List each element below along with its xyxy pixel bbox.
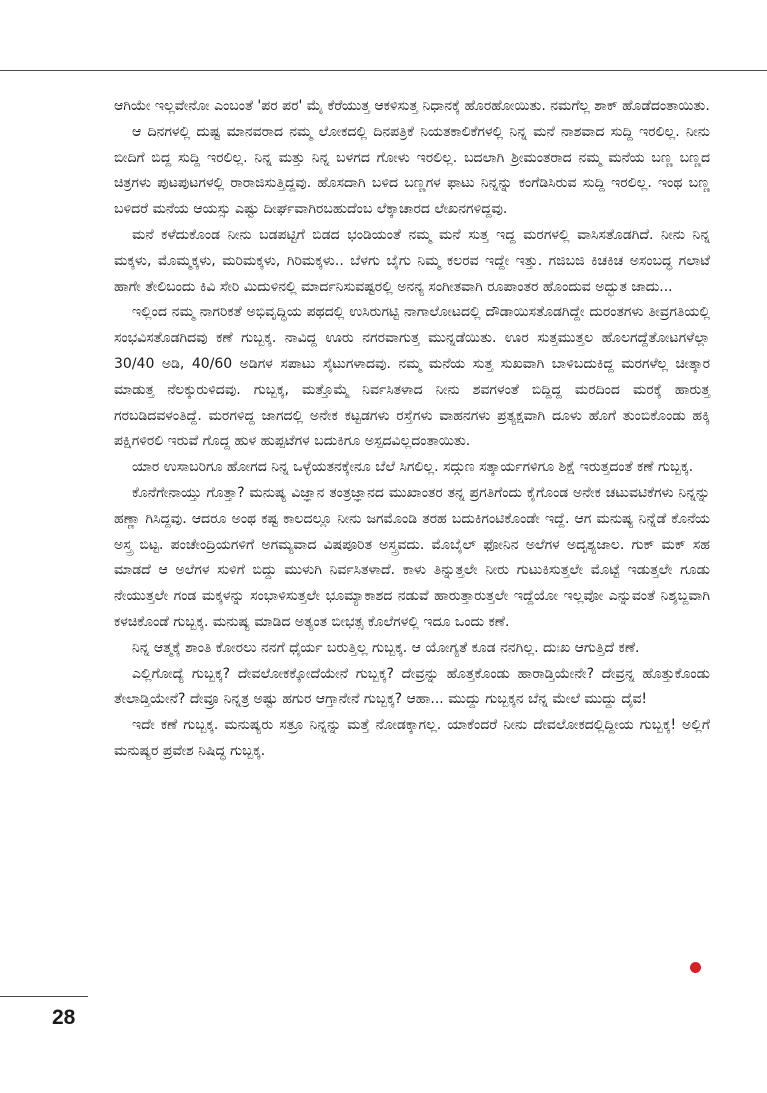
paragraph-continued: ಆಗಿಯೇ ಇಲ್ಲವೇನೋ ಎಂಬಂತೆ 'ಪರ ಪರ' ಮೈ ಕೆರೆಯುತ್ತ ಆಕಳಿಸುತ್ತ ನಿಧಾನಕ್ಕೆ ಹೊರಹೋಯಿತು. ನಮಗೆಲ್ಲ ಶಾಕ್ ಹೊಡೆದಂತಾಯಿತು. <box>114 98 710 114</box>
paragraph: ನಿನ್ನ ಆತ್ಮಕ್ಕೆ ಶಾಂತಿ ಕೋರಲು ನನಗೆ ಧೈರ್ಯ ಬರುತ್ತಿಲ್ಲ ಗುಬ್ಬಕ್ಕ. ಆ ಯೋಗ್ಯತೆ ಕೂಡ ನನಗಿಲ್ಲ. ದುಃಖ ಆಗುತ್ತಿದೆ ಕಣೆ. <box>132 639 640 656</box>
paragraph: ಆ ದಿನಗಳಲ್ಲಿ ದುಷ್ಟ ಮಾನವರಾದ ನಮ್ಮ ಲೋಕದಲ್ಲಿ ದಿನಪತ್ರಿಕೆ ನಿಯತಕಾಲಿಕೆಗಳಲ್ಲಿ ನಿನ್ನ ಮನೆ ನಾಶವಾದ ಸುದ್ದಿ ಇರಲಿಲ್ಲ. ನೀನು ಬೀದಿಗೆ ಬಿದ್ದ ಸುದ್ದಿ ಇರಲಿಲ್ಲ. ನಿನ್ನ ಮತ್ತು ನಿನ್ನ ಬಳಗದ ಗೋಳು ಇರಲಿಲ್ಲ. ಬದಲಾಗಿ ಶ್ರೀಮಂತರಾದ ನಮ್ಮ ಮನೆಯ ಬಣ್ಣ ಬಣ್ಣದ ಚಿತ್ರಗಳು ಪುಟಪುಟಗಳಲ್ಲಿ ರಾರಾಜಿಸುತ್ತಿದ್ದವು. ಹೊಸದಾಗಿ ಬಳಿದ ಬಣ್ಣಗಳ ಫಾಟು ನಿನ್ನನ್ನು ಕಂಗೆಡಿಸಿರುವ ಸುದ್ದಿ ಇರಲಿಲ್ಲ. ಇಂಥ ಬಣ್ಣ ಬಳಿದರೆ ಮನೆಯ ಆಯಸ್ಸು ಎಷ್ಟು ದೀರ್ಘವಾಗಿರಬಹುದೆಂಬ ಲೆಕ್ಕಾಚಾರದ ಲೇಖನಗಳಿದ್ದವು. <box>114 123 710 218</box>
paragraph: ಇದೇ ಕಣೆ ಗುಬ್ಬಕ್ಕ. ಮನುಷ್ಯರು ಸತ್ರೂ ನಿನ್ನನ್ನು ಮತ್ತೆ ನೋಡಕ್ಕಾಗಲ್ಲ. ಯಾಕೆಂದರೆ ನೀನು ದೇವಲೋಕದಲ್ಲಿದ್ದೀಯ ಗುಬ್ಬಕ್ಕ! ಅಲ್ಲಿಗೆ ಮನುಷ್ಯರ ಪ್ರವೇಶ ನಿಷಿದ್ಧ ಗುಬ್ಬಕ್ಕ. <box>114 717 710 759</box>
footer-rule <box>0 996 88 997</box>
page-number: 28 <box>52 1006 76 1029</box>
end-of-article-dot-icon <box>690 962 701 973</box>
article-body <box>114 94 710 765</box>
paragraph: ಕೊನೆಗೇನಾಯ್ತು ಗೊತ್ತಾ? ಮನುಷ್ಯ ವಿಜ್ಞಾನ ತಂತ್ರಜ್ಞಾನದ ಮುಖಾಂತರ ತನ್ನ ಪ್ರಗತಿಗೆಂದು ಕೈಗೊಂಡ ಅನೇಕ ಚಟುವಟಿಕೆಗಳು ನಿನ್ನನ್ನು ಹಣ್ಣಾ ಗಿಸಿದ್ದವು. ಆದರೂ ಅಂಥ ಕಷ್ಟ ಕಾಲದಲ್ಲೂ ನೀನು ಜಗಮೊಂಡಿ ತರಹ ಬದುಕಿಗಂಟಿಕೊಂಡೇ ಇದ್ದೆ. ಆಗ ಮನುಷ್ಯ ನಿನ್ನೆಡೆ ಕೊನೆಯ ಅಸ್ತ್ರ ಬಿಟ್ಟ. ಪಂಚೇಂದ್ರಿಯಗಳಿಗೆ ಅಗಮ್ಯವಾದ ವಿಷಪೂರಿತ ಅಸ್ತ್ರವದು. ಮೊಬೈಲ್ ಫೋನಿನ ಅಲೆಗಳ ಅದೃಶ್ಯಜಾಲ. ಗುಕ್ ಮಕ್ ಸಹ ಮಾಡದೆ ಆ ಅಲೆಗಳ ಸುಳಿಗೆ ಬಿದ್ದು ಮುಳುಗಿ ನಿರ್ವಸಿತಳಾದೆ. ಕಾಳು ತಿನ್ನುತ್ತಲೇ ನೀರು ಗುಟುಕಿಸುತ್ತಲೇ ಮೊಟ್ಟೆ ಇಡುತ್ತಲೇ ಗೂಡು ನೇಯುತ್ತಲೇ ಗಂಡ ಮಕ್ಕಳನ್ನು ಸಂಭಾಳಿಸುತ್ತಲೇ ಭೂಮ್ಯಾಕಾಶದ ನಡುವೆ ಹಾರುತ್ತಾರುತ್ತಲೇ ಇದ್ದೆಯೋ ಇಲ್ಲವೋ ಎನ್ನುವಂತೆ ನಿಶ್ಶಬ್ದವಾಗಿ ಕಳಚಿಕೊಂಡೆ ಗುಬ್ಬಕ್ಕ. ಮನುಷ್ಯ ಮಾಡಿದ ಅತ್ಯಂತ ಬೀಭತ್ಸ ಕೊಲೆಗಳಲ್ಲಿ ಇದೂ ಒಂದು ಕಣೆ. <box>114 484 710 630</box>
paragraph: ಯಾರ ಉಸಾಬರಿಗೂ ಹೋಗದ ನಿನ್ನ ಒಳ್ಳೆಯತನಕ್ಕೇನೂ ಬೆಲೆ ಸಿಗಲಿಲ್ಲ. ಸದ್ಗುಣ ಸತ್ಕಾರ್ಯಗಳಿಗೂ ಶಿಕ್ಷೆ ಇರುತ್ತದಂತೆ ಕಣೆ ಗುಬ್ಬಕ್ಕ. <box>132 459 694 476</box>
paragraph: ಇಲ್ಲಿಂದ ನಮ್ಮ ನಾಗರಿಕತೆ ಅಭಿವೃದ್ಧಿಯ ಪಥದಲ್ಲಿ ಉಸಿರುಗಟ್ಟಿ ನಾಗಾಲೋಟದಲ್ಲಿ ದೌಡಾಯಿಸತೊಡಗಿದ್ದೇ ದುರಂತಗಳು ತೀವ್ರಗತಿಯಲ್ಲಿ ಸಂಭವಿಸತೊಡಗಿದವು ಕಣೆ ಗುಬ್ಬಕ್ಕ. ನಾವಿದ್ದ ಊರು ನಗರವಾಗುತ್ತ ಮುನ್ನಡೆಯಿತು. ಊರ ಸುತ್ತಮುತ್ತಲ ಹೊಲಗದ್ದೆತೋಟಗಳೆಲ್ಲಾ 30/40 ಅಡಿ, 40/60 ಅಡಿಗಳ ಸಪಾಟು ಸೈಟುಗಳಾದವು. ನಮ್ಮ ಮನೆಯ ಸುತ್ತ ಸುಖವಾಗಿ ಬಾಳಿಬದುಕಿದ್ದ ಮರಗಳೆಲ್ಲ ಚೀತ್ಕಾರ ಮಾಡುತ್ತ ನೆಲಕ್ಕುರುಳಿದವು. ಗುಬ್ಬಕ್ಕ, ಮತ್ತೊಮ್ಮೆ ನಿರ್ವಸಿತಳಾದ ನೀನು ಶವಗಳಂತೆ ಬಿದ್ದಿದ್ದ ಮರದಿಂದ ಮರಕ್ಕೆ ಹಾರುತ್ತ ಗರಬಡಿದವಳಂತಿದ್ದೆ. ಮರಗಳಿದ್ದ ಜಾಗದಲ್ಲಿ ಅನೇಕ ಕಟ್ಟಡಗಳು ರಸ್ತೆಗಳು ವಾಹನಗಳು ಪ್ರತ್ಯಕ್ಷವಾಗಿ ದೂಳು ಹೊಗೆ ತುಂಬಿಕೊಂಡು ಹಕ್ಕಿ ಪಕ್ಷಿಗಳಿರಲಿ ಇರುವೆ ಗೊದ್ದ ಹುಳ ಹುಪ್ಪಟೆಗಳ ಬದುಕಿಗೂ ಅಸ್ಪದವಿಲ್ಲದಂತಾಯಿತು. <box>114 304 710 450</box>
header-rule <box>0 70 767 71</box>
paragraph: ಎಲ್ಲಿಗೋದ್ಯೆ ಗುಬ್ಬಕ್ಕ? ದೇವಲೋಕಕ್ಕೋದೆಯೇನೆ ಗುಬ್ಬಕ್ಕ? ದೇವ್ರನ್ನು ಹೊತ್ತಕೊಂಡು ಹಾರಾಡ್ತಿಯೇನೇ? ದೇವ್ರನ್ನ ಹೊತ್ತುಕೊಂಡು ತೇಲಾಡ್ತಿಯೇನೆ? ದೇವ್ರೂ ನಿನ್ನತ್ರ ಅಷ್ಟು ಹಗುರ ಆಗ್ತಾನೇನೆ ಗುಬ್ಬಕ್ಕ? ಆಹಾ... ಮುದ್ದು ಗುಬ್ಬಕ್ಕನ ಬೆನ್ನ ಮೇಲೆ ಮುದ್ದು ದೈವ! <box>114 665 710 708</box>
paragraph: ಮನೆ ಕಳೆದುಕೊಂಡ ನೀನು ಬಡಪಟ್ಟಿಗೆ ಬಿಡದ ಭಂಡಿಯಂತೆ ನಮ್ಮ ಮನೆ ಸುತ್ತ ಇದ್ದ ಮರಗಳಲ್ಲಿ ವಾಸಿಸತೊಡಗಿದೆ. ನೀನು ನಿನ್ನ ಮಕ್ಕಳು, ಮೊಮ್ಮಕ್ಕಳು, ಮರಿಮಕ್ಕಳು, ಗಿರಿಮಕ್ಕಳು.. ಬೆಳಗು ಬೈಗು ನಿಮ್ಮ ಕಲರವ ಇದ್ದೇ ಇತ್ತು. ಗಜಿಬಜಿ ಕಿಚಕಿಚ ಅಸಂಬದ್ಧ ಗಲಾಟೆ ಹಾಗೇ ತೇಲಿಬಂದು ಕಿವಿ ಸೇರಿ ಮಿದುಳಿನಲ್ಲಿ ಮಾರ್ದನಿಸುವಷ್ಟರಲ್ಲಿ ಅನನ್ಯ ಸಂಗೀತವಾಗಿ ರೂಪಾಂತರ ಹೊಂದುವ ಅದ್ಭುತ ಜಾದು... <box>114 226 710 295</box>
